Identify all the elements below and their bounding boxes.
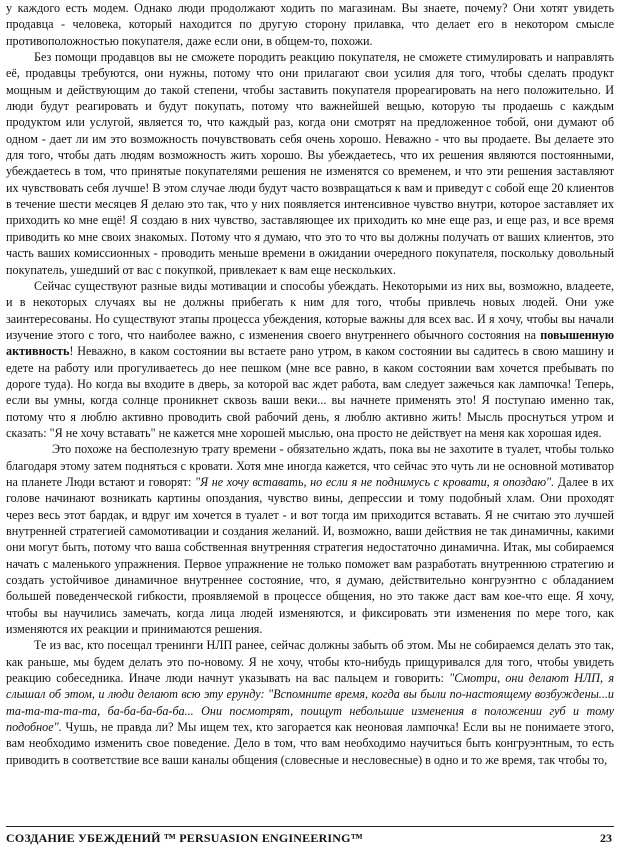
document-page [6, 0, 614, 850]
paragraph-1: у каждого есть модем. Однако люди продолжают ходить по магазинам. Вы знаете, почему? Они хотят увидеть продавца - человека, который находится по другую сторону прилавка, что делает его в некотором смысле противоположностью покупателя, даже если они, в общем-то, похожи. [6, 1, 614, 48]
paragraph-3 [6, 278, 614, 441]
paragraph-3-bold-phrase: повышенную активность [6, 327, 614, 359]
paragraph-4-text-end: Далее в их голове начинают возникать картины опоздания, чувство вины, депрессии и тому подобный хлам. Они проходят через весь этот бардак, и вдруг им хочется в туалет - и вот тогда им приходится вставать. Я не считаю это лучшей внутренней стратегией самомотивации и создания желаний. И, возможно, ваши действия не так динамичны, какими они могут быть, потому что ваша собственная внутренняя стратегия недостаточно динамична. Итак, мы собираемся начать с маленького упражнения. Первое упражнение не только поможет вам разработать внутреннюю стратегию и создать устойчивое динамичное внутреннее состояние, что, я думаю, действительно конгруэнтно с обладанием большей поведенческой гибкости, проявляемой в процессе общения, но это также даст вам кое-что еще. Я хочу, чтобы вы научились замечать, когда лица людей изменяются, и фиксировать эти изменения по мере того, как изменяются их реакции и принимаются решения. [6, 474, 614, 637]
body-text [6, 0, 614, 768]
paragraph-3-text-end: ! Неважно, в каком состоянии вы встаете рано утром, в каком состоянии вы садитесь в свою машину и едете на работу или прогуливаетесь до нее пешком (мне все равно, в каком состоянии вам хочется пребывать по дороге туда). Но когда вы входите в дверь, за которой вас ждет работа, вам следует зажечься как лампочка! Теперь, если вы умны, когда солнце проникнет сквозь ваши веки... вы начнете применять это! Я поступаю именно так, потому что я люблю активно проводить свой рабочий день, я люблю активно жить! Мысль проснуться утром и сказать: "Я не хочу вставать" не кажется мне хорошей мыслью, она просто не действует на меня как хорошая идея. [6, 344, 614, 440]
paragraph-5-italic-quote: "Смотри, они делают НЛП, я слышал об этом, и люди делают всю эту ерунду: "Вспомните время, когда вы были по-настоящему возбуждены...и та-та-та-та-та, ба-ба-ба-ба-ба... Они посмотрят, поищут небольшие изменения в положении губ и тому подобное". [6, 671, 614, 735]
paragraph-4 [6, 441, 614, 637]
paragraph-4-italic-quote: "Я не хочу вставать, но если я не поднимусь с кровати, я опоздаю". [195, 474, 555, 489]
paragraph-2: Без помощи продавцов вы не сможете породить реакцию покупателя, не сможете стимулировать и направлять её, продавцы требуются, они нужны, потому что они прилагают свои усилия для того, чтобы сделать продукт мощным и действующим до такой степени, чтобы заставить покупателя прореагировать на него положительно. И люди будут реагировать и будут покупать, потому что важнейшей вещью, которую ты продаешь с каждым продуктом или услугой, является то, что каждый раз, когда они смотрят на предложенное тобой, они думают об одном - дает ли им это возможность почувствовать себя очень хорошо. Неважно - что вы продаете. Вы делаете это для того, чтобы дать людям возможность жить хорошо. Вы убеждаетесь, что их решения являются постоянными, убеждаетесь в том, что принятые покупателями решения не изменятся со временем, и что эти решения заставляют их чувствовать себя лучше! В этом случае люди будут часто возвращаться к вам и приведут с собой еще 20 клиентов в течение шести месяцев Я делаю это так, что у них появляется интенсивное чувство внутри, которое заставляет их приходить ко мне ещё! Я создаю в них чувство, заставляющее их приходить ко мне еще раз, и еще раз, и все время приводить ко мне своих знакомых. Потому что я думаю, что это то что вы должны получать от ваших клиентов, это часть ваших комиссионных - проводить меньше времени в ожидании очередного покупателя, поскольку довольный покупатель, ушедший от вас с покупкой, привлекает к вам еще нескольких. [6, 50, 614, 277]
footer-divider [6, 826, 614, 827]
paragraph-5-text-end: Чушь, не правда ли? Мы ищем тех, кто загорается как неоновая лампочка! Если вы не понимаете этого, вам необходимо изменить свое поведение. Дело в том, что вам необходимо научиться быть конгруэнтным, то есть приводить в соответствие все ваши каналы общения (словесные и несловесные) в одно и то же время, так чтобы то, [6, 720, 614, 767]
paragraph-5 [6, 637, 614, 768]
page-number: 23 [600, 831, 612, 845]
footer-title: СОЗДАНИЕ УБЕЖДЕНИЙ ™ PERSUASION ENGINEERING™ [6, 831, 363, 845]
paragraph-4-text-start: Это похоже на бесполезную трату времени - обязательно ждать, пока вы не захотите в туалет, чтобы только благодаря этому затем подняться с кровати. Хотя мне иногда кажется, что сейчас это чуть ли не основной мотиватор на планете Люди встают и говорят: [6, 442, 614, 489]
paragraph-5-text-start: Те из вас, кто посещал тренинги НЛП ранее, сейчас должны забыть об этом. Мы не собираемся делать это так, как раньше, мы будем делать это по-новому. Я не хочу, чтобы кто-нибудь прищуривался для того, чтобы увидеть реакцию собеседника. Иначе люди начнут указывать на вас пальцем и говорить: [6, 638, 614, 686]
paragraph-3-text-start: Сейчас существуют разные виды мотивации и способы убеждать. Некоторыми из них вы, возможно, владеете, и в некоторых случаях вы не должны прибегать к ним для того, чтобы привлечь новых людей. Они уже заинтересованы. Но существуют этапы процесса убеждения, которые важны для всех вас. И я хочу, чтобы вы начали изучение этого с того, что наиболее важно, с изменения своего внутреннего обычного состояния на [6, 278, 614, 342]
